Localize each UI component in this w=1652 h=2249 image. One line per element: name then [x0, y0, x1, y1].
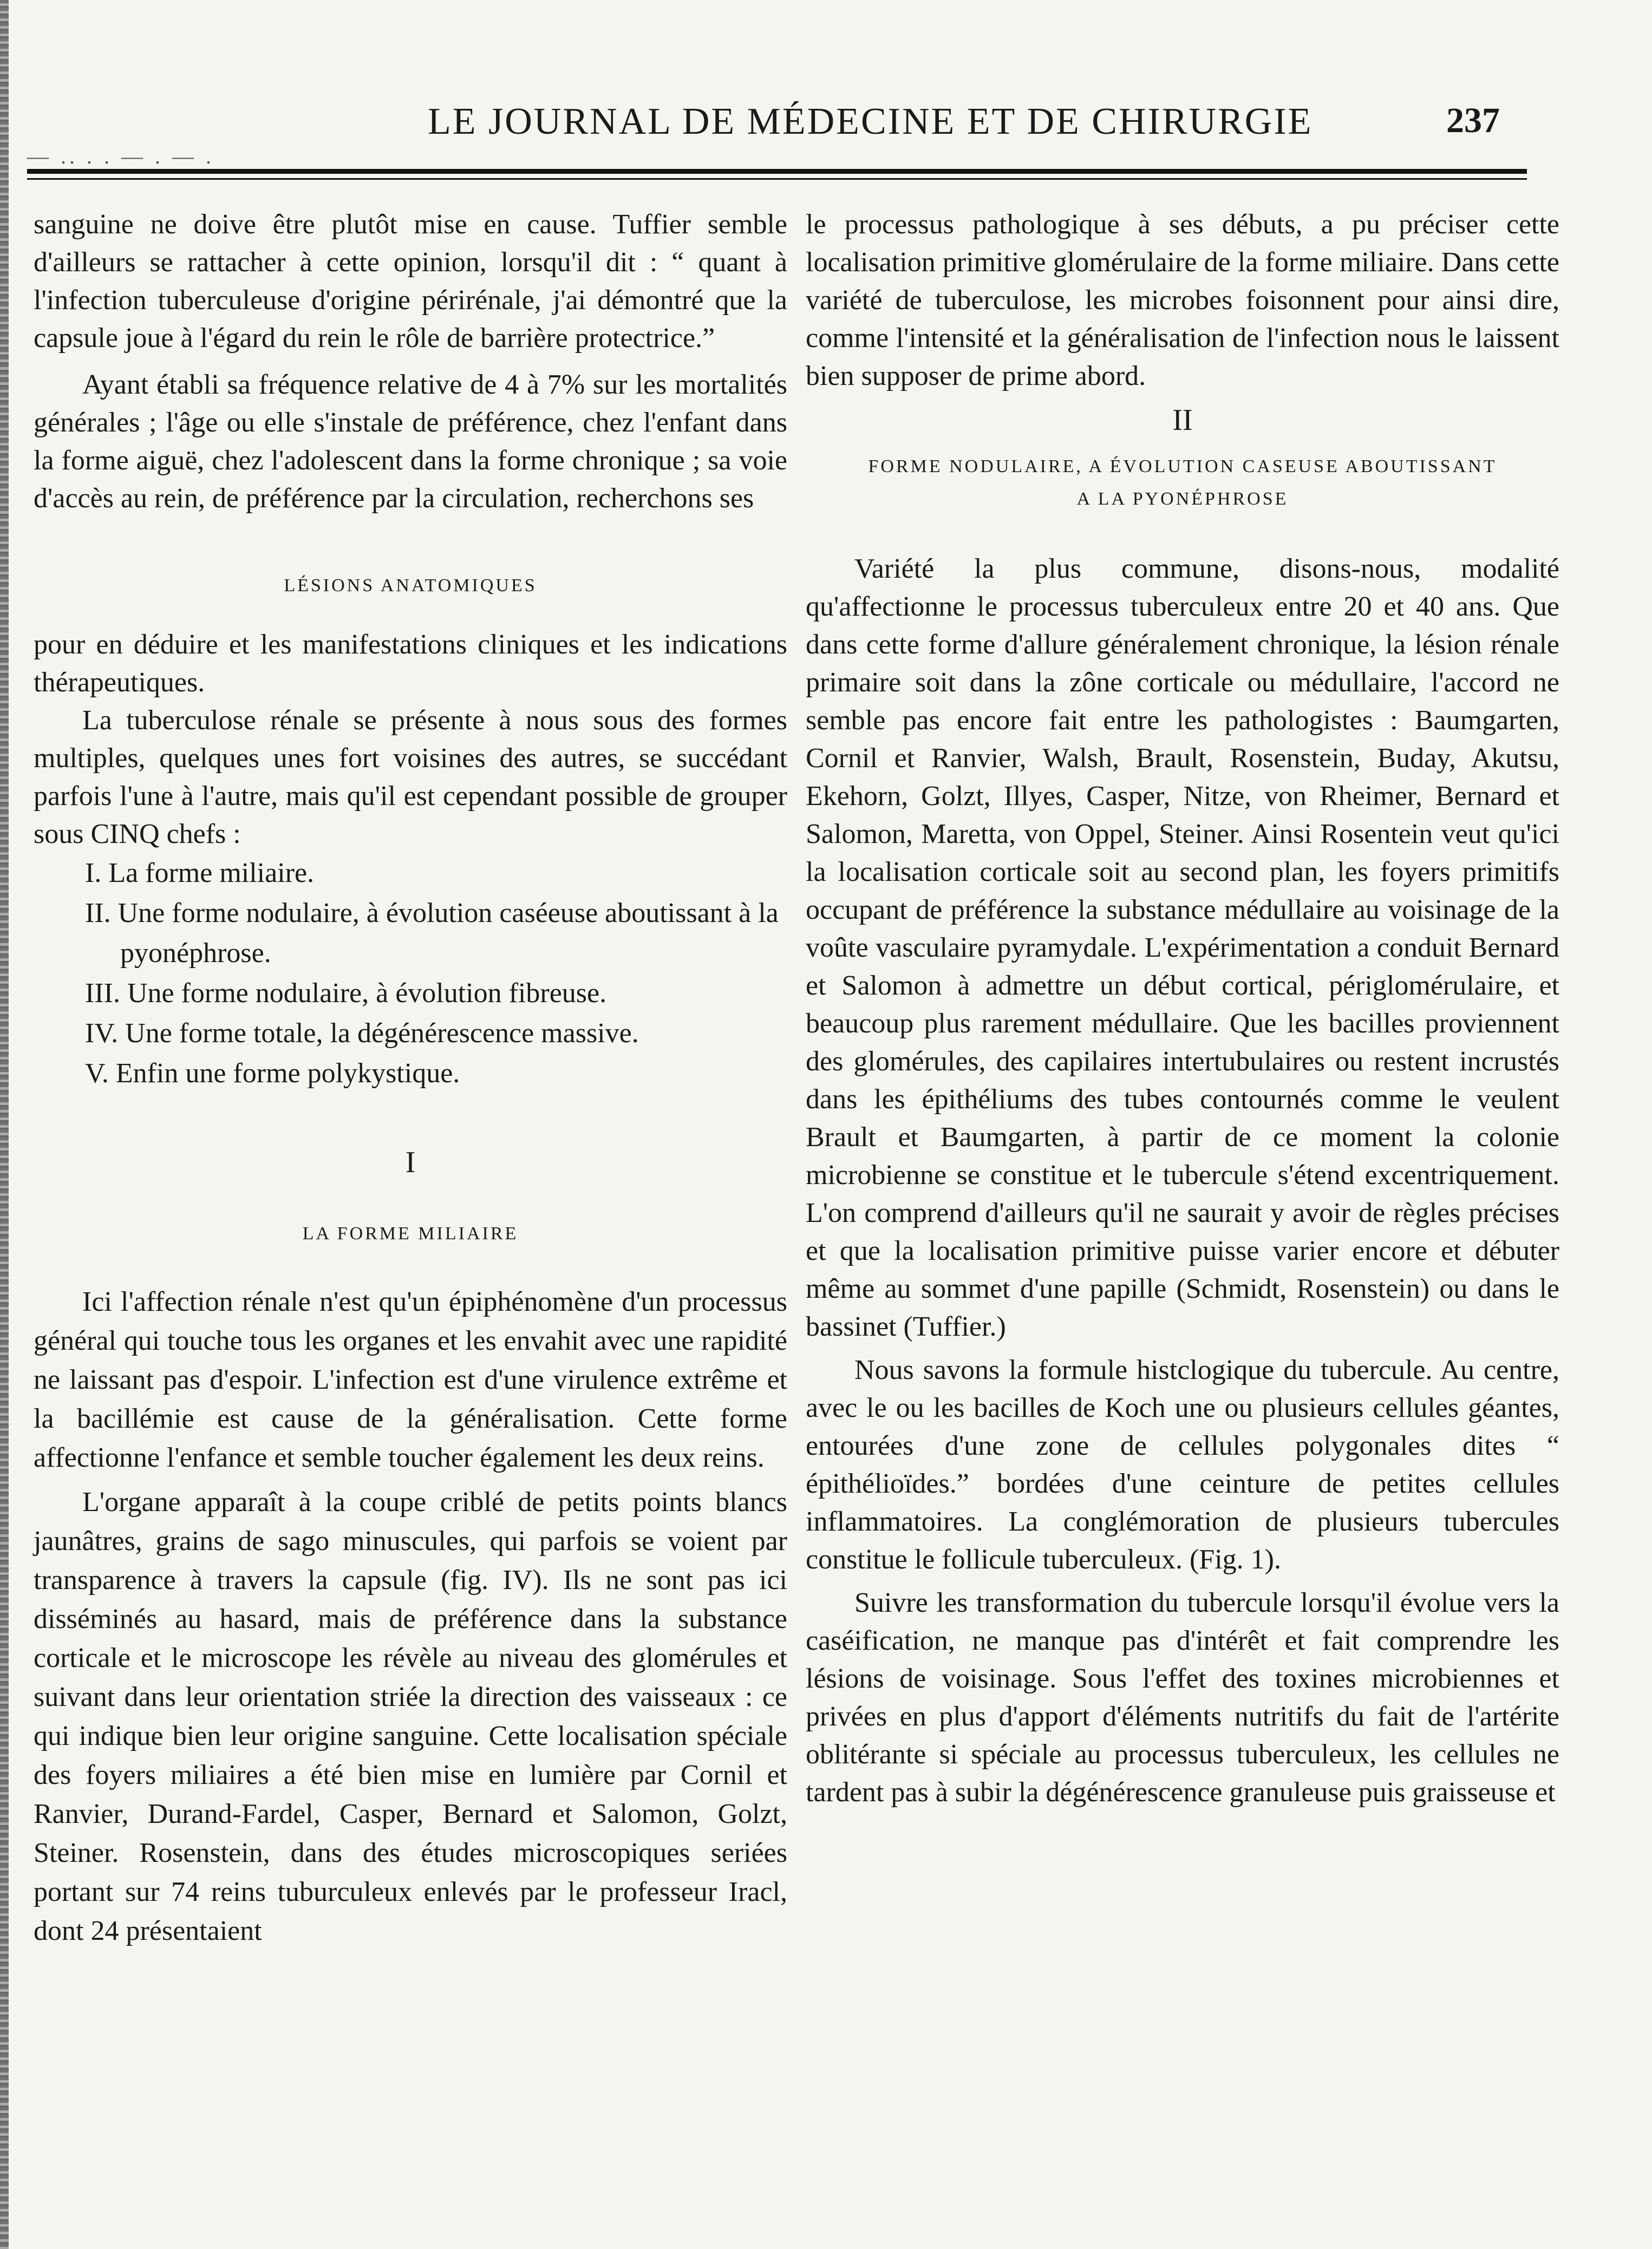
list-item: V. Enfin une forme polykystique.	[85, 1058, 460, 1089]
paragraph: sanguine ne doive être plutôt mise en cause. Tuffier semble d'ailleurs se rattacher à cette opinion, lorsqu'il dit : “ quant à l'infection tuberculeuse d'origine périrénale, j'ai démontré que la capsule joue à l'égard du rein le rôle de barrière protectrice.”	[34, 209, 787, 354]
list-item: IV. Une forme totale, la dégénérescence massive.	[85, 1018, 639, 1049]
paragraph: L'organe apparaît à la coupe criblé de petits points blancs jaunâtres, grains de sago minuscules, qui parfois se voient par transparence à travers la capsule (fig. IV). Ils ne sont pas ici disséminés au hasard, mais de préférence dans la substance corticale et le microscope les révèle au niveau des glomérules et suivant dans leur orientation striée la direction des vaisseaux : ce qui indique bien leur origine sanguine. Cette localisation spéciale des foyers miliaires a été bien mise en lumière par Cornil et Ranvier, Durand-Fardel, Casper, Bernard et Salomon, Golzt, Steiner. Rosenstein, dans des études microscopiques seriées portant sur 74 reins tuburculeux enlevés par le professeur Iracl, dont 24 présentaient	[34, 1487, 787, 1946]
section-number: I	[405, 1146, 416, 1179]
header-rule-thick	[27, 169, 1527, 174]
paragraph: Nous savons la formule histclogique du tubercule. Au centre, avec le ou les bacilles de Koch une ou plusieurs cellules géantes, entourées d'une zone de cellules polygonales dites “ épithélioïdes.” bordées d'une ceinture de petites cellules inflammatoires. La conglémoration de plusieurs tubercules constitue le follicule tuberculeux. (Fig. 1).	[806, 1355, 1559, 1575]
forms-list	[34, 853, 787, 1094]
journal-title: LE JOURNAL DE MÉDECINE ET DE CHIRURGIE	[428, 101, 1313, 142]
paragraph: Ici l'affection rénale n'est qu'un épiphénomène d'un processus général qui touche tous les organes et les envahit avec une rapidité ne laissant pas d'espoir. L'infection est d'une virulence extrême et la bacillémie est cause de la généralisation. Cette forme affectionne l'enfance et semble toucher également les deux reins.	[34, 1286, 787, 1473]
paragraph: Ayant établi sa fréquence relative de 4 à 7% sur les mortalités générales ; l'âge ou elle s'instale de préférence, chez l'enfant dans la forme aiguë, chez l'adolescent dans la forme chronique ; sa voie d'accès au rein, de préférence par la circulation, recherchons ses	[34, 369, 787, 514]
section-title: LA FORME MILIAIRE	[302, 1224, 519, 1244]
paragraph: La tuberculose rénale se présente à nous sous des formes multiples, quelques unes fort voisines des autres, se succédant parfois l'une à l'autre, mais qu'il est cependant possible de grouper sous CINQ chefs :	[34, 705, 787, 849]
paragraph: le processus pathologique à ses débuts, a pu préciser cette localisation primitive glomérulaire de la forme miliaire. Dans cette variété de tuberculose, les microbes foisonnent pour ainsi dire, comme l'intensité et la généralisation de l'infection nous le laissent bien supposer de prime abord.	[806, 209, 1559, 391]
paragraph: Suivre les transformation du tubercule lorsqu'il évolue vers la caséification, ne manque pas d'intérêt et fait comprendre les lésions de voisinage. Sous l'effet des toxines microbiennes et privées en plus d'apport d'éléments nutritifs du fait de l'artérite oblitérante si spéciale au processus tuberculeux, les cellules ne tardent pas à subir la dégénérescence granuleuse puis graisseuse et	[806, 1587, 1559, 1808]
left-column	[34, 206, 787, 1951]
paragraph: pour en déduire et les manifestations cliniques et les indications thérapeutiques.	[34, 629, 787, 698]
header-marks: — .. . . — . — .	[27, 144, 214, 168]
right-column	[806, 206, 1559, 1812]
list-item: I. La forme miliaire.	[85, 858, 315, 888]
section-number: II	[1172, 403, 1193, 437]
section-title-line: A LA PYONÉPHROSE	[1076, 489, 1289, 509]
section-heading-lesions: LÉSIONS ANATOMIQUES	[284, 576, 537, 596]
header-rule-thin	[27, 178, 1527, 180]
list-item: II. Une forme nodulaire, à évolution caséeuse aboutissant à la pyonéphrose.	[85, 898, 779, 969]
paragraph: Variété la plus commune, disons-nous, modalité qu'affectionne le processus tuberculeux entre 20 et 40 ans. Que dans cette forme d'allure généralement chronique, la lésion rénale primaire soit dans la zône corticale ou médullaire, l'accord ne semble pas encore fait entre les pathologistes : Baumgarten, Cornil et Ranvier, Walsh, Brault, Rosenstein, Buday, Akutsu, Ekehorn, Golzt, Illyes, Casper, Nitze, von Rheimer, Bernard et Salomon, Maretta, von Oppel, Steiner. Ainsi Rosentein veut qu'ici la localisation corticale soit au second plan, les foyers primitifs occupant de préférence la substance médullaire au voisinage de la voûte vasculaire pyramydale. L'expérimentation a conduit Bernard et Salomon à admettre un début cortical, périglomérulaire, et beaucoup plus rarement médullaire. Que les bacilles proviennent des glomérules, des capilaires intertubulaires ou restent incrustés dans les épithéliums des tubes contournés comme le veulent Brault et Baumgarten, à partir de ce moment la colonie microbienne se constitue et le tubercule s'étend excentriquement. L'on comprend d'ailleurs qu'il ne saurait y avoir de règles précises et que la localisation primitive puisse varier encore et débuter même au sommet d'une papille (Schmidt, Rosenstein) ou dans le bassinet (Tuffier.)	[806, 553, 1559, 1342]
page-number: 237	[1446, 101, 1500, 140]
running-header	[27, 100, 1500, 168]
list-item: III. Une forme nodulaire, à évolution fibreuse.	[85, 978, 607, 1009]
binding-edge	[0, 0, 9, 2249]
section-title-line: FORME NODULAIRE, A ÉVOLUTION CASEUSE ABOUTISSANT	[868, 456, 1497, 476]
